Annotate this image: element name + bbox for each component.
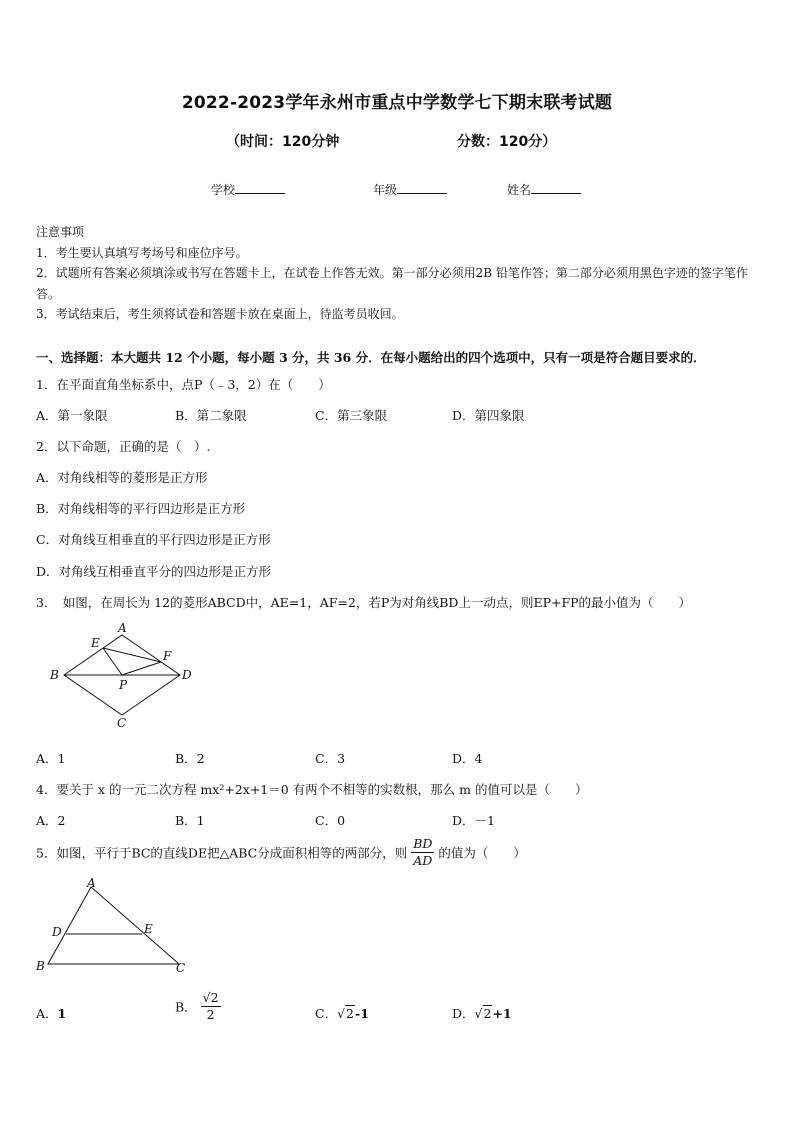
notes-heading: 注意事项 [36,225,85,239]
school-blank[interactable] [235,181,285,194]
section-heading: 一、选择题：本大题共 12 个小题，每小题 3 分，共 36 分．在每小题给出的四个选项中，只有一项是符合题目要求的． [36,350,706,365]
label-b: B [36,959,45,973]
segment-fp [122,662,161,675]
q3-option-d[interactable]: D．4 [452,751,483,766]
q5-option-c-label: C． [315,1006,338,1021]
note-item-2: 2．试题所有答案必须填涂或书写在答题卡上，在试卷上作答无效。第一部分必须用2B 铅笔作答；第二部分必须用黑色字迹的签字笔作答。 [36,266,748,301]
label-d: D [52,925,62,939]
q5-option-a-value: 1 [57,1006,67,1021]
grade-label: 年级 [373,183,398,197]
q5-option-d-tail: +1 [492,1006,512,1021]
school-field[interactable] [211,181,285,198]
q5-option-a[interactable] [36,1004,66,1022]
label-d: D [182,668,192,682]
sqrt-symbol-icon: √2 [474,1006,492,1021]
q1-option-c[interactable]: C．第三象限 [315,408,388,423]
grade-blank[interactable] [397,181,447,194]
q3-rhombus-figure [40,615,210,730]
q5-option-d-label: D． [452,1006,475,1021]
sqrt-symbol-icon: √2 [337,1006,354,1021]
q4-option-d[interactable]: D．－1 [452,813,495,828]
label-e: E [91,636,100,650]
q5-stem [36,836,526,869]
q4-option-c[interactable]: C．0 [315,813,346,828]
name-blank[interactable] [531,181,581,194]
q3-option-b[interactable]: B．2 [175,751,205,766]
school-label: 学校 [211,183,236,197]
q5-frac-den: AD [413,853,433,868]
q5-stem-b: 的值为（ ） [438,845,526,861]
q5-option-b-num: √2 [202,990,219,1005]
q2-option-a[interactable]: A．对角线相等的菱形是正方形 [36,470,208,485]
q5-option-b-den: 2 [206,1007,215,1022]
label-e: E [144,922,153,936]
q2-option-d[interactable]: D．对角线互相垂直平分的四边形是正方形 [36,564,272,579]
note-item-1: 1．考生要认真填写考场号和座位序号。 [36,246,248,260]
q5-fraction [411,836,434,869]
q5-option-a-label: A． [36,1006,58,1021]
q5-option-b-label: B． [175,999,197,1015]
grade-field[interactable] [373,181,447,198]
q5-option-c-radicand: 2 [346,1006,354,1021]
label-a: A [87,876,96,890]
q5-triangle-figure [32,875,202,980]
triangle-abc [48,887,179,964]
label-p: P [119,678,128,692]
q3-stem: 3． 如图，在周长为 12的菱形ABCD中，AE=1，AF=2，若P为对角线BD上一动点，则EP+FP的最小值为（ ） [36,595,692,610]
label-b: B [50,668,59,682]
exam-score: 分数：120分） [457,134,557,150]
q5-option-b-fraction [201,990,221,1023]
label-c: C [117,716,127,730]
name-field[interactable] [507,181,581,198]
q5-option-c[interactable] [315,1004,369,1022]
label-c: C [176,961,186,975]
q1-option-b[interactable]: B．第二象限 [175,408,247,423]
q5-option-b[interactable] [175,990,221,1023]
q1-option-d[interactable]: D．第四象限 [452,408,525,423]
note-item-3: 3．考试结束后，考生须将试卷和答题卡放在桌面上，待监考员收回。 [36,307,404,321]
q5-stem-a: 5．如图，平行于BC的直线DE把△ABC分成面积相等的两部分，则 [36,845,408,861]
exam-time: （时间：120分钟 [226,134,340,150]
q4-option-b[interactable]: B．1 [175,813,205,828]
label-a: A [118,621,127,635]
q5-frac-num: BD [413,836,433,851]
q2-option-b[interactable]: B．对角线相等的平行四边形是正方形 [36,501,246,516]
q2-option-c[interactable]: C．对角线互相垂直的平行四边形是正方形 [36,532,271,547]
q2-stem: 2．以下命题，正确的是（ ）. [36,439,211,454]
name-label: 姓名 [507,183,532,197]
page-title: 2022-2023学年永州市重点中学数学七下期末联考试题 [181,93,613,113]
q1-option-a[interactable]: A．第一象限 [36,408,108,423]
q3-option-a[interactable]: A．1 [36,751,66,766]
q5-option-d-radicand: 2 [483,1006,492,1021]
q1-stem: 1．在平面直角坐标系中，点P（﹣3，2）在（ ） [36,377,331,392]
q5-option-d[interactable] [452,1004,512,1022]
q4-stem: 4．要关于 x 的一元二次方程 mx²+2x+1＝0 有两个不相等的实数根，那么 m 的值可以是（ ） [36,782,588,797]
label-f: F [163,649,172,663]
q5-option-c-tail: -1 [355,1006,369,1021]
q3-option-c[interactable]: C．3 [315,751,346,766]
q4-option-a[interactable]: A．2 [36,813,66,828]
